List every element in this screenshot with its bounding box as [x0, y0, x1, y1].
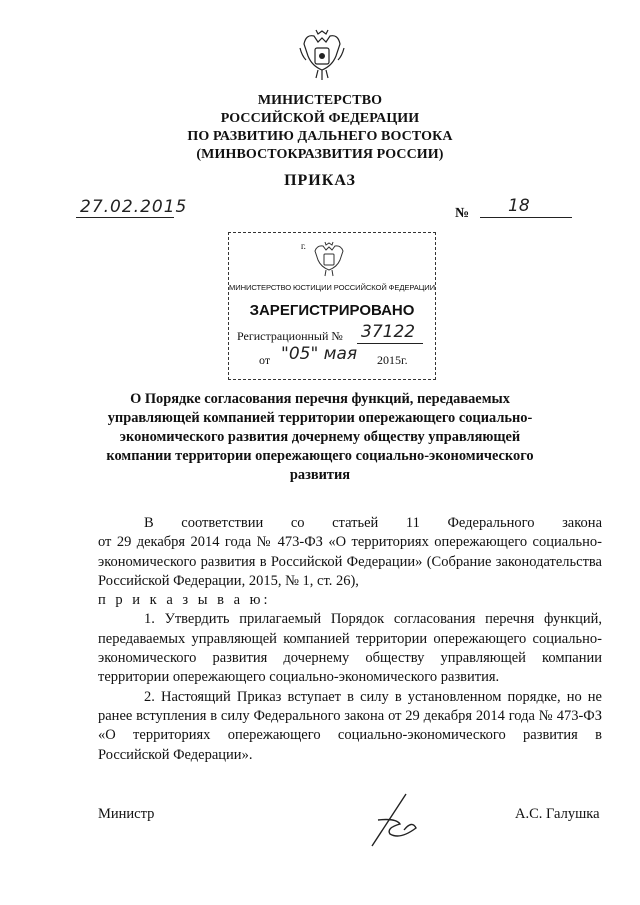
body-paragraph-intro-line: В соответствии со статьей 11 Федерального закона [144, 515, 602, 531]
stamp-reg-number-value: 37122 [361, 322, 416, 342]
order-word: п р и к а з ы в а ю: [98, 592, 271, 609]
stamp-g-mark: г. [301, 241, 306, 251]
order-date-handwritten: 27.02.2015 [80, 197, 188, 217]
stamp-emblem-icon [309, 239, 349, 279]
stamp-date-value: "05" мая [281, 344, 358, 364]
stamp-department: МИНИСТЕРСТВО ЮСТИЦИИ РОССИЙСКОЙ ФЕДЕРАЦИИ [229, 283, 435, 292]
stamp-registered-label: ЗАРЕГИСТРИРОВАНО [249, 302, 415, 319]
stamp-date-prefix: от [259, 353, 271, 367]
signer-title: Министр [98, 806, 155, 822]
registration-stamp [228, 232, 436, 380]
ministry-name-line: МИНИСТЕРСТВО [257, 93, 383, 108]
ministry-name-line: ПО РАЗВИТИЮ ДАЛЬНЕГО ВОСТОКА [187, 129, 453, 144]
signer-name: А.С. Галушка [515, 806, 600, 822]
ministry-name-line: РОССИЙСКОЙ ФЕДЕРАЦИИ [220, 111, 420, 126]
document-type-title: ПРИКАЗ [284, 172, 356, 189]
order-number-handwritten: 18 [508, 196, 530, 216]
stamp-reg-number-label: Регистрационный № [237, 329, 343, 343]
document-subject-heading: О Порядке согласования перечня функций, передаваемых управляющей компанией территории опережающего социально-экономического развития дочернему обществу управляющей компании территории опережающего социально-экономического развития [106, 391, 534, 483]
order-date-field [76, 196, 188, 220]
order-item-1: 1. Утвердить прилагаемый Порядок согласования перечня функций, передаваемых управляющей компанией территории опережающего социально-экономического развития дочернему обществу управляющей компании территории опережающего социально-экономического развития. [98, 611, 602, 686]
order-item-2: 2. Настоящий Приказ вступает в силу в установленном порядке, но не ранее вступления в силу Федерального закона от 29 декабря 2014 года № 473-ФЗ «О территориях опережающего социально-экономического развития в Российской Федерации». [98, 688, 602, 763]
order-number-label: № [455, 206, 470, 221]
body-paragraph-intro: от 29 декабря 2014 года № 473-ФЗ «О территориях опережающего социально-экономического развития в Российской Федерации» (Собрание законодательства Российской Федерации, 2015, № 1, ст. 26), [98, 534, 602, 589]
document-body [98, 514, 602, 765]
order-number-field [480, 196, 572, 220]
stamp-year: 2015г. [377, 353, 408, 367]
coat-of-arms-emblem [296, 26, 348, 86]
handwritten-signature [356, 790, 426, 850]
ministry-abbreviation: (МИНВОСТОКРАЗВИТИЯ РОССИИ) [196, 147, 444, 162]
